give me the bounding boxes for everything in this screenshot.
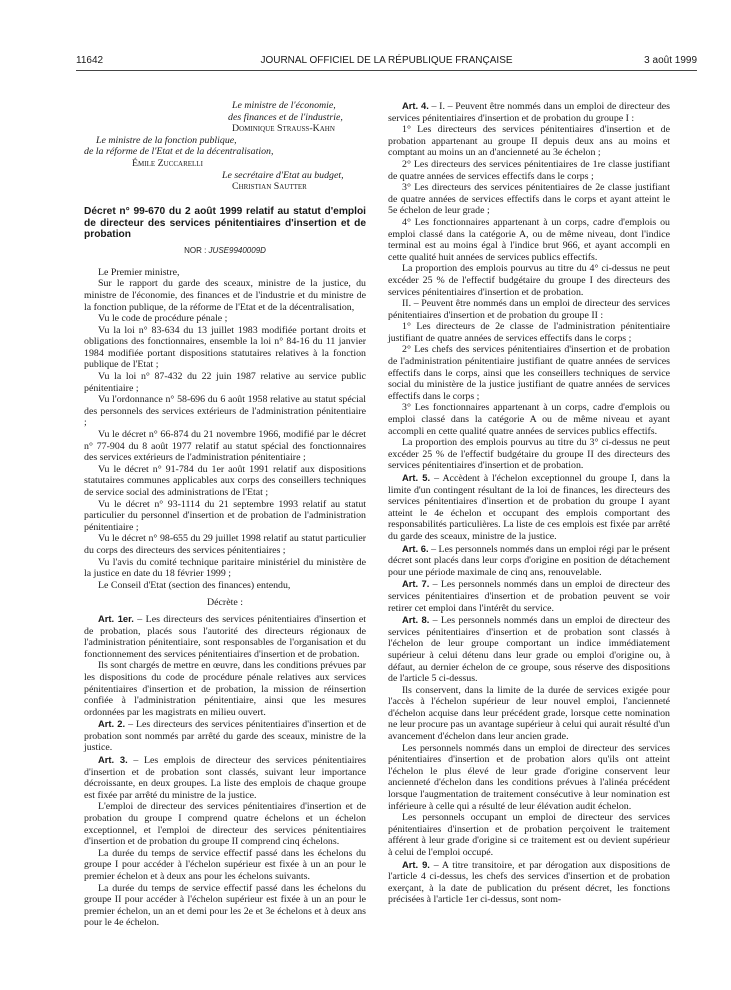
article-text: – Les personnels nommés dans un emploi régi par le présent décret sont placés dans leur corps d'origine en position de détachement pour une période maximale de cinq ans, renouvelable. — [388, 543, 670, 578]
article-label: Art. 6. — [402, 542, 429, 554]
article-paragraph — [388, 578, 670, 614]
article-text: La durée du temps de service effectif passé dans les échelons du groupe I pour accéder à l'échelon supérieur est fixée à un an pour le premier échelon et à deux ans pour les échelons suivants. — [84, 847, 366, 883]
article-text: 1° Les directeurs de 2e classe de l'administration pénitentiaire justifiant de quatre années de services effectifs dans le corps ; — [388, 321, 670, 344]
article-paragraph — [388, 182, 670, 217]
right-column — [388, 100, 670, 906]
article-text: La proportion des emplois pourvus au titre du 4° ci-dessus ne peut excéder 25 % de l'effectif budgétaire du groupe I des directeurs des services pénitentiaires d'insertion et de probation. — [388, 263, 670, 298]
article-text: 2° Les directeurs des services pénitentiaires de 1re classe justifiant de quatre années de services effectifs dans le corps ; — [388, 158, 670, 182]
article-paragraph — [84, 718, 366, 754]
nor-label: NOR : — [184, 246, 207, 256]
signature-block — [84, 100, 366, 193]
article-paragraph — [388, 812, 670, 858]
article-label: Art. 5. — [402, 472, 431, 483]
articles-left — [84, 613, 366, 929]
article-paragraph — [84, 848, 366, 883]
preamble-paragraph: Vu le décret n° 66-874 du 21 novembre 1966, modifié par le décret n° 77-904 du 8 août 1977 relatif au statut spécial des fonctionnaires des services extérieurs de l'administration pénitentiaire ; — [84, 429, 366, 464]
article-paragraph — [388, 543, 670, 579]
article-text: Les personnels nommés dans un emploi de directeur des services pénitentiaires d'insertion et de probation alors qu'ils ont atteint l'échelon le plus élevé de leur grade d'origine conservent leur ancienneté d'échelon dans les conditions prévues à l'alinéa précédent lorsque l'augmentation de traitement consécutive à leur nomination est inférieure à celle qui a résulté de leur élévation audit échelon. — [388, 742, 670, 812]
preamble-paragraph: Sur le rapport du garde des sceaux, ministre de la justice, du ministre de l'économie, des finances et de l'industrie et du ministre de la fonction publique, de la réforme de l'Etat et de la décentralisation, — [84, 278, 366, 313]
article-paragraph — [388, 217, 670, 263]
article-text: – Les personnels nommés dans un emploi de directeur des services pénitentiaires d'insertion et de probation peuvent se voir retirer cet emploi dans l'intérêt du service. — [388, 579, 670, 614]
article-text: II. – Peuvent être nommés dans un emploi de directeur des services pénitentiaires d'insertion et de probation du groupe II : — [388, 298, 670, 321]
signatory-role: Le ministre de la fonction publique, — [96, 134, 237, 146]
signatory-role: des finances et de l'industrie, — [228, 111, 343, 123]
preamble-paragraph: Le Conseil d'Etat (section des finances) entendu, — [98, 579, 291, 591]
preamble-paragraph: Vu le décret n° 93-1114 du 21 septembre 1993 relatif au statut particulier du personnel d'insertion et de probation de l'administration pénitentiaire ; — [84, 498, 366, 533]
article-text: – Accèdent à l'échelon exceptionnel du groupe I, dans la limite d'un contingent résultant de la loi de finances, les directeurs des services pénitentiaires d'insertion et de probation du groupe I ayant atteint le 4e échelon et occupant des emplois comportant des responsabilités particulières. La liste de ces emplois est fixée par arrêté du garde des sceaux, ministre de la justice. — [388, 473, 670, 542]
article-paragraph — [388, 100, 670, 124]
article-text: – Les personnels nommés dans un emploi de directeur des services pénitentiaires d'insertion et de probation sont classés à l'échelon de leur groupe comportant un indice immédiatement supérieur à celui détenu dans leur grade ou emploi d'origine ou, à défaut, au dernier échelon de ce groupe, sous réserve des dispositions de l'article 5 ci-dessus. — [388, 615, 670, 685]
article-label: Art. 4. — [402, 100, 429, 111]
article-text: – I. – Peuvent être nommés dans un emploi de directeur des services pénitentiaires d'insertion et de probation du groupe I : — [388, 101, 670, 124]
article-paragraph — [388, 402, 670, 437]
preamble-paragraph: Vu le décret n° 91-784 du 1er août 1991 relatif aux dispositions statutaires communes applicables aux corps des conseillers techniques de service social des administrations de l'Etat ; — [84, 463, 366, 499]
article-paragraph — [388, 124, 670, 159]
articles-right — [388, 100, 670, 906]
article-label: Art. 2. — [98, 718, 126, 730]
article-paragraph — [84, 660, 366, 718]
preamble-paragraph: Vu le code de procédure pénale ; — [98, 313, 228, 325]
article-text: Les personnels occupant un emploi de directeur des services pénitentiaires d'insertion et de probation perçoivent le traitement afférent à leur grade d'origine si ce traitement est ou devient supérieur à celui de l'emploi occupé. — [388, 812, 670, 858]
article-text: La proportion des emplois pourvus au titre du 3° ci-dessus ne peut excéder 25 % de l'effectif budgétaire du groupe II des directeurs des services pénitentiaires d'insertion et de probation. — [388, 437, 670, 472]
article-text: 1° Les directeurs des services pénitentiaires d'insertion et de probation appartenant au groupe II depuis deux ans au moins et comptant au moins un an d'ancienneté au 3e échelon ; — [388, 124, 670, 159]
article-text: 4° Les fonctionnaires appartenant à un corps, cadre d'emplois ou emploi classé dans la catégorie A, ou de même niveau, dont l'indice terminal est au moins égal à l'indice brut 966, et ayant accompli en cette qualité huit années de services publics effectifs. — [388, 216, 670, 263]
article-paragraph — [388, 159, 670, 182]
article-paragraph — [388, 859, 670, 906]
article-paragraph — [84, 613, 366, 660]
article-text: – Les emplois de directeur des services pénitentiaires d'insertion et de probation sont classés, suivant leur importance décroissante, en deux groupes. La liste des emplois de chaque groupe est fixée par arrêté du ministre de la justice. — [84, 755, 366, 801]
signatory-name: Christian Sautter — [232, 181, 307, 193]
preamble-paragraph: Le Premier ministre, — [98, 266, 180, 278]
signatory-role: Le ministre de l'économie, — [232, 100, 336, 111]
article-paragraph — [84, 754, 366, 801]
signatory-name: Dominique Strauss-Kahn — [232, 123, 335, 135]
decrete-heading: Décrète : — [207, 597, 243, 609]
article-text: – A titre transitoire, et par dérogation aux dispositions de l'article 4 ci-dessus, les chefs des services d'insertion et de probation exerçant, à la date de publication du présent décret, les fonctions précisées à l'article 1er ci-dessus, sont nom- — [388, 859, 670, 906]
article-text: Ils conservent, dans la limite de la durée de services exigée pour l'accès à l'échelon supérieur de leur nouvel emploi, l'ancienneté d'échelon acquise dans leur précédent grade, lorsque cette nomination ne leur procure pas un avantage supérieur à celui qui aurait résulté d'un avancement d'échelon dans leur ancien grade. — [388, 684, 670, 743]
article-paragraph — [84, 883, 366, 929]
article-paragraph — [388, 685, 670, 743]
signatory-role: de la réforme de l'Etat et de la décentralisation, — [84, 146, 274, 158]
page-number: 11642 — [76, 55, 104, 66]
page-header — [76, 55, 697, 69]
article-text: 3° Les directeurs des services pénitentiaires de 2e classe justifiant de quatre années de services effectifs dans le corps et ayant atteint le 5e échelon de leur grade ; — [388, 182, 670, 217]
article-label: Art. 3. — [98, 754, 128, 766]
preamble-paragraph: Vu l'avis du comité technique paritaire ministériel du ministère de la justice en date du 18 février 1999 ; — [84, 556, 366, 580]
preamble — [84, 267, 366, 592]
article-text: 3° Les fonctionnaires appartenant à un corps, cadre d'emplois ou emploi classé dans la catégorie A ou de même niveau et ayant accompli en cette qualité quatre années de services publics effectifs. — [388, 402, 670, 437]
signatory-name: Émile Zuccarelli — [132, 157, 203, 169]
left-column — [84, 100, 366, 929]
journal-title: JOURNAL OFFICIEL DE LA RÉPUBLIQUE FRANÇAISE — [260, 55, 513, 66]
article-text: L'emploi de directeur des services pénitentiaires d'insertion et de probation du groupe I comprend quatre échelons et un échelon exceptionnel, et l'emploi de directeur des services pénitentiaires d'insertion et de probation du groupe II comprend cinq échelons. — [84, 801, 366, 848]
preamble-paragraph: Vu le décret n° 98-655 du 29 juillet 1998 relatif au statut particulier du corps des directeurs des services pénitentiaires ; — [84, 533, 366, 556]
article-paragraph — [388, 614, 670, 685]
article-paragraph — [388, 344, 670, 402]
article-text: – Les directeurs des services pénitentiaires d'insertion et de probation, placés sous l'autorité des directeurs régionaux de l'administration pénitentiaire, sont responsables de l'organisation et du fonctionnement des services pénitentiaires d'insertion et de probation. — [84, 613, 366, 660]
article-label: Art. 9. — [402, 858, 430, 870]
signatory-role: Le secrétaire d'Etat au budget, — [222, 169, 344, 181]
article-paragraph — [388, 321, 670, 344]
nor-reference — [84, 245, 366, 257]
article-text: 2° Les chefs des services pénitentiaires d'insertion et de probation de l'administration pénitentiaire justifiant de quatre années de services effectifs dans le corps, ainsi que les conseillers techniques de service social du ministère de la justice justifiant de quatre années de services effectifs dans le corps ; — [388, 344, 670, 402]
article-label: Art. 7. — [402, 578, 430, 590]
article-text: Ils sont chargés de mettre en œuvre, dans les conditions prévues par les dispositions du code de procédure pénale relatives aux services pénitentiaires d'insertion et de probation, la mission de réinsertion confiée à l'administration pénitentiaire, ainsi que les mesures ordonnées par les magistrats en milieu ouvert. — [84, 660, 367, 718]
article-text: – Les directeurs des services pénitentiaires d'insertion et de probation sont nommés par arrêté du garde des sceaux, ministre de la justice. — [84, 719, 366, 754]
article-label: Art. 8. — [402, 614, 430, 626]
article-paragraph — [388, 263, 670, 298]
preamble-paragraph: Vu l'ordonnance n° 58-696 du 6 août 1958 relative au statut spécial des personnels des services extérieurs de l'administration pénitentiaire ; — [84, 394, 366, 429]
article-paragraph — [388, 472, 670, 543]
nor-code: JUSE9940009D — [208, 246, 266, 256]
issue-date: 3 août 1999 — [644, 55, 697, 66]
article-paragraph — [388, 743, 670, 813]
header-rule — [76, 70, 697, 71]
preamble-paragraph: Vu la loi n° 87-432 du 22 juin 1987 relative au service public pénitentiaire ; — [84, 371, 366, 394]
preamble-paragraph: Vu la loi n° 83-634 du 13 juillet 1983 modifiée portant droits et obligations des fonctionnaires, ensemble la loi n° 84-16 du 11 janvier 1984 modifiée portant dispositions statutaires relatives à la fonction publique de l'Etat ; — [84, 324, 366, 371]
article-text: La durée du temps de service effectif passé dans les échelons du groupe II pour accéder à l'échelon supérieur est fixée à un an pour le premier échelon, un an et demi pour les 2e et 3e échelons et à deux ans pour le 4e échelon. — [84, 882, 366, 929]
article-label: Art. 1er. — [98, 612, 134, 624]
article-paragraph — [388, 298, 670, 321]
article-paragraph — [388, 437, 670, 472]
article-paragraph — [84, 801, 366, 847]
decree-title: Décret n° 99-670 du 2 août 1999 relatif au statut d'emploi de directeur des services pénitentiaires d'insertion et de probation — [84, 205, 366, 241]
